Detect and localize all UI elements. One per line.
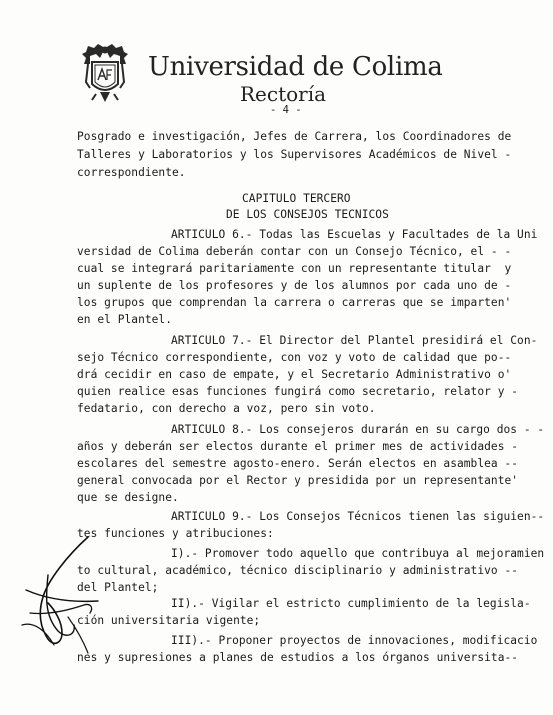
- text-line: cual se integrará paritariamente con un representante titular y: [77, 262, 512, 275]
- text-line: Talleres y Laboratorios y los Supervisores Académicos de Nivel -: [77, 148, 512, 161]
- text-line: ARTICULO 7.- El Director del Plantel presidirá el Con-: [171, 334, 538, 347]
- text-line: ción universitaria vigente;: [77, 614, 261, 627]
- department-name: Rectoría: [240, 82, 327, 106]
- text-line: años y deberán ser electos durante el primer mes de actividades -: [77, 440, 519, 453]
- text-line: correspondiente.: [77, 166, 186, 179]
- text-line: los grupos que comprendan la carrera o carreras que se imparten': [77, 296, 512, 309]
- text-line: III).- Proponer proyectos de innovaciones, modificacio: [171, 634, 538, 647]
- text-line: general convocada por el Rector y presidida por un representante': [77, 474, 519, 487]
- text-line: drá cecidir en caso de empate, y el Secretario Administrativo o': [77, 368, 512, 381]
- text-line: II).- Vigilar el estricto cumplimiento de la legisla-: [171, 597, 531, 610]
- text-line: que se designe.: [77, 491, 179, 504]
- text-line: nes y supresiones a planes de estudios a los órganos universita--: [77, 651, 519, 664]
- text-line: Posgrado e investigación, Jefes de Carrera, los Coordinadores de: [77, 130, 512, 143]
- text-line: ARTICULO 9.- Los Consejos Técnicos tienen las siguien--: [171, 510, 545, 523]
- text-line: versidad de Colima deberán contar con un Consejo Técnico, el - -: [77, 245, 512, 258]
- handwritten-signature: [18, 535, 103, 655]
- text-line: del Plantel;: [77, 581, 159, 594]
- text-line: I).- Promover todo aquello que contribuya al mejoramien: [171, 547, 545, 560]
- text-line: tes funciones y atribuciones:: [77, 527, 274, 540]
- text-line: fedatario, con derecho a voz, pero sin voto.: [77, 402, 376, 415]
- university-emblem-icon: [80, 42, 130, 104]
- chapter-subtitle: DE LOS CONSEJOS TECNICOS: [226, 208, 389, 221]
- text-line: quien realice esas funciones fungirá como secretario, relator y -: [77, 385, 519, 398]
- text-line: ARTICULO 8.- Los consejeros durarán en su cargo dos - -: [171, 423, 545, 436]
- text-line: to cultural, académico, técnico disciplinario y administrativo --: [77, 564, 519, 577]
- text-line: ARTICULO 6.- Todas las Escuelas y Facultades de la Uni: [171, 228, 538, 241]
- text-line: en el Plantel.: [77, 313, 172, 326]
- chapter-title: CAPITULO TERCERO: [242, 192, 351, 205]
- text-line: escolares del semestre agosto-enero. Serán electos en asamblea --: [77, 457, 519, 470]
- text-line: un suplente de los profesores y de los alumnos por cada uno de -: [77, 279, 512, 292]
- text-line: sejo Técnico correspondiente, con voz y voto de calidad que po--: [77, 351, 512, 364]
- page-number: - 4 -: [270, 104, 302, 116]
- university-name: Universidad de Colima: [148, 52, 443, 82]
